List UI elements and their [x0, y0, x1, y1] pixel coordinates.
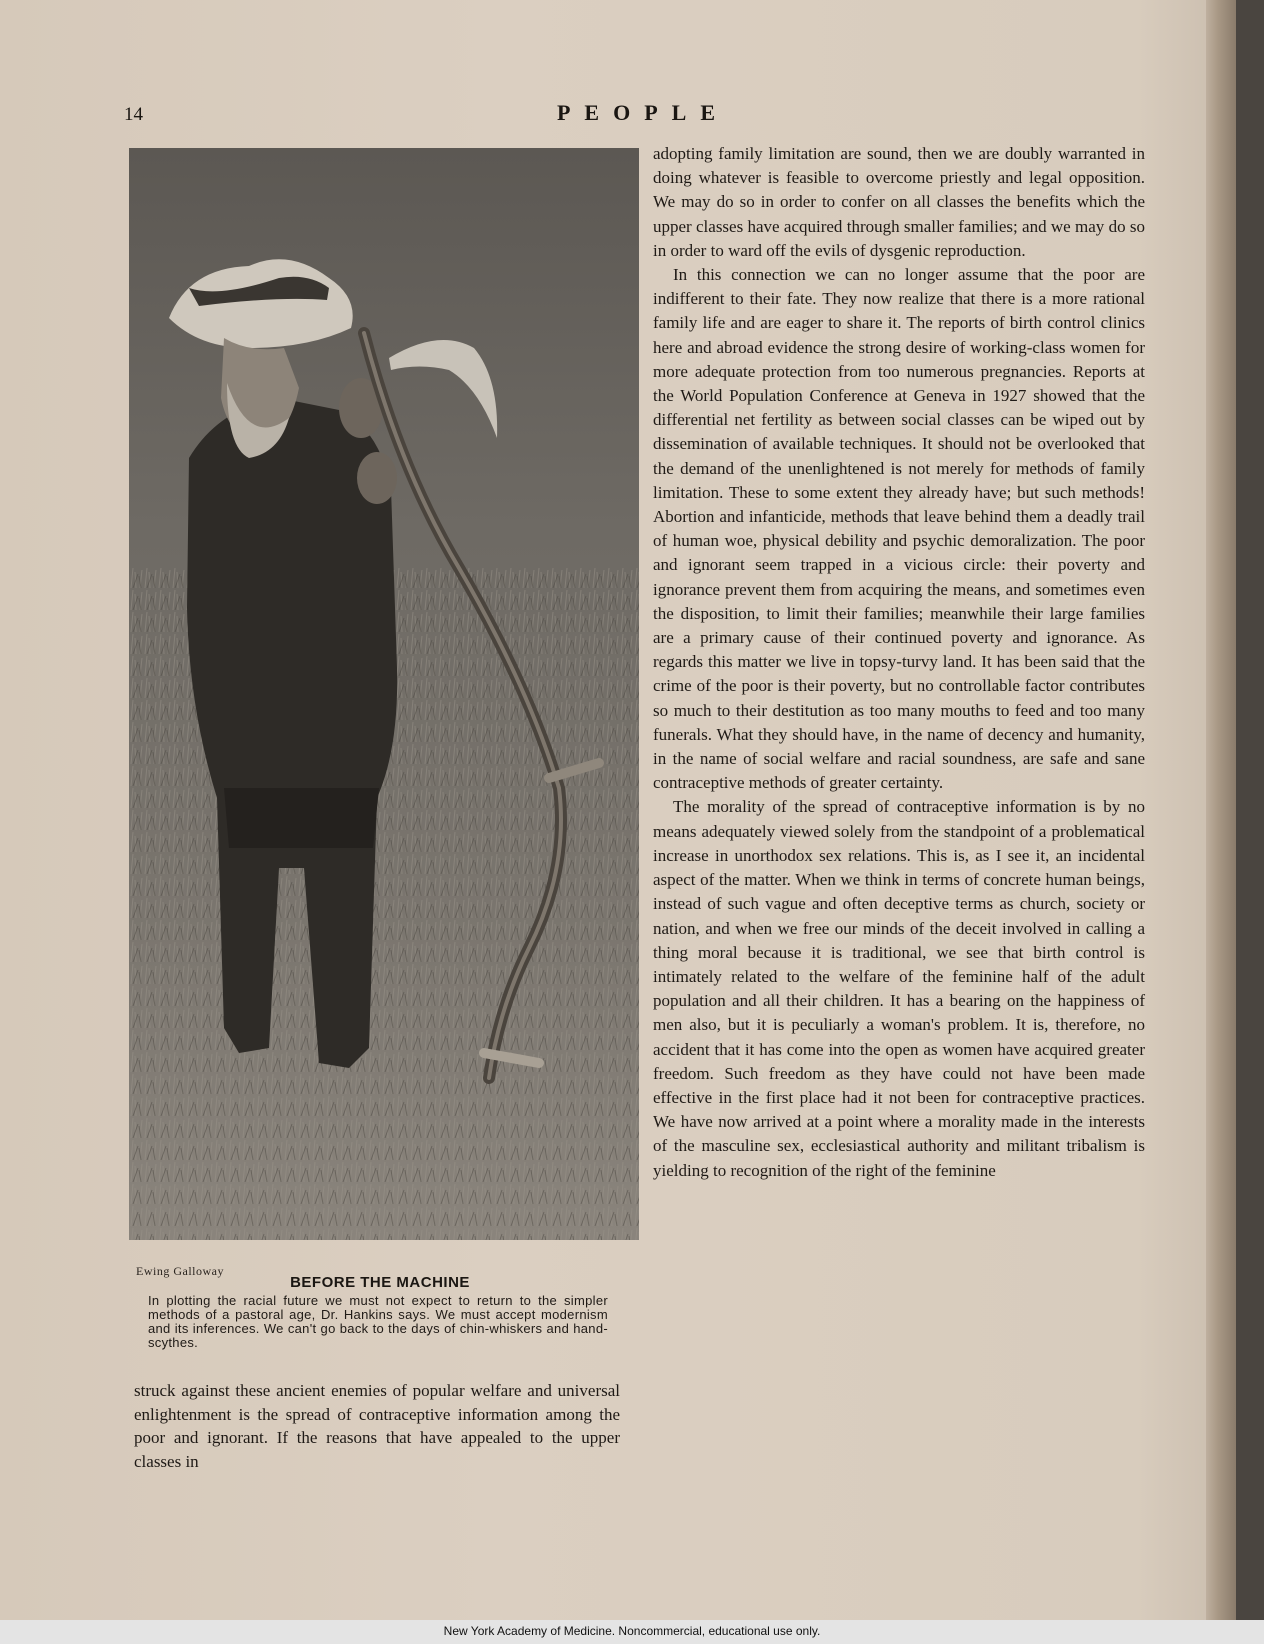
- left-column-text: [134, 1379, 620, 1473]
- paragraph-2: In this connection we can no longer assume that the poor are indifferent to their fate. They now realize that there is a more rational family life and are eager to share it. The reports of birth control clinics here and abroad evidence the strong desire of working-class women for more adequate protection from too numerous pregnancies. Reports at the World Population Conference at Geneva in 1927 showed that the differential net fertility as between social classes can be wiped out by dissemination of available techniques. It should not be overlooked that the demand of the unenlightened is not merely for methods of family limitation. These to some extent they already have; but such methods! Abortion and infanticide, methods that leave behind them a deadly trail of human woe, physical debility and psychic demoralization. The poor and ignorant seem trapped in a vicious circle: their poverty and ignorance prevent them from acquiring the means, and sometimes even the disposition, to limit their families; meanwhile their large families are a primary cause of their continued poverty and ignorance. As regards this matter we live in topsy-turvy land. It has been said that the crime of the poor is their poverty, but no controllable factor contributes so much to their destitution as too many mouths to feed and too many funerals. What they should have, in the name of decency and humanity, in the name of social welfare and racial soundness, are safe and sane contraceptive methods of greater certainty.: [653, 265, 1145, 793]
- paragraph-1: adopting family limitation are sound, then we are doubly warranted in doing whatever is feasible to overcome priestly and legal opposition. We may do so in order to confer on all classes the benefits which the upper classes have acquired through smaller families; and we may do so in order to ward off the evils of dysgenic reproduction.: [653, 144, 1145, 260]
- caption-title: BEFORE THE MACHINE: [290, 1274, 470, 1291]
- photo-credit: Ewing Galloway: [136, 1264, 224, 1278]
- page-number: 14: [124, 104, 143, 125]
- caption-text: In plotting the racial future we must not expect to return to the simpler methods of a pastoral age, Dr. Hankins says. We must accept modernism and its inferences. We can't go back to the days of chin-whiskers and hand-scythes.: [148, 1293, 608, 1350]
- page-edge: [1206, 0, 1236, 1620]
- archive-footer-note: New York Academy of Medicine. Noncommercial, educational use only.: [443, 1624, 821, 1638]
- right-column-text: [653, 142, 1145, 1183]
- left-paragraph: struck against these ancient enemies of popular welfare and universal enlightenment is the spread of contraceptive information among the poor and ignorant. If the reasons that have appealed to the upper classes in: [134, 1381, 620, 1471]
- photo-man-with-scythe: [129, 148, 639, 1240]
- running-title: PEOPLE: [556, 100, 729, 125]
- paragraph-3: The morality of the spread of contraceptive information is by no means adequately viewed solely from the standpoint of a problematical increase in unorthodox sex relations. This is, as I see it, an incidental aspect of the matter. When we think in terms of concrete human beings, instead of such vague and often deceptive terms as church, society or nation, and when we free our minds of the deceit involved in calling a thing moral because it is traditional, we see that birth control is intimately related to the welfare of the feminine half of the adult population and all their children. It has a bearing on the happiness of men also, but it is peculiarly a woman's problem. It is, therefore, no accident that it has come into the open as women have acquired greater freedom. Such freedom as they have could not have been made effective in the first place had it not been for contraceptive practices. We have now arrived at a point where a morality made in the interests of the masculine sex, ecclesiastical authority and militant tribalism is yielding to recognition of the right of the feminine: [653, 797, 1145, 1180]
